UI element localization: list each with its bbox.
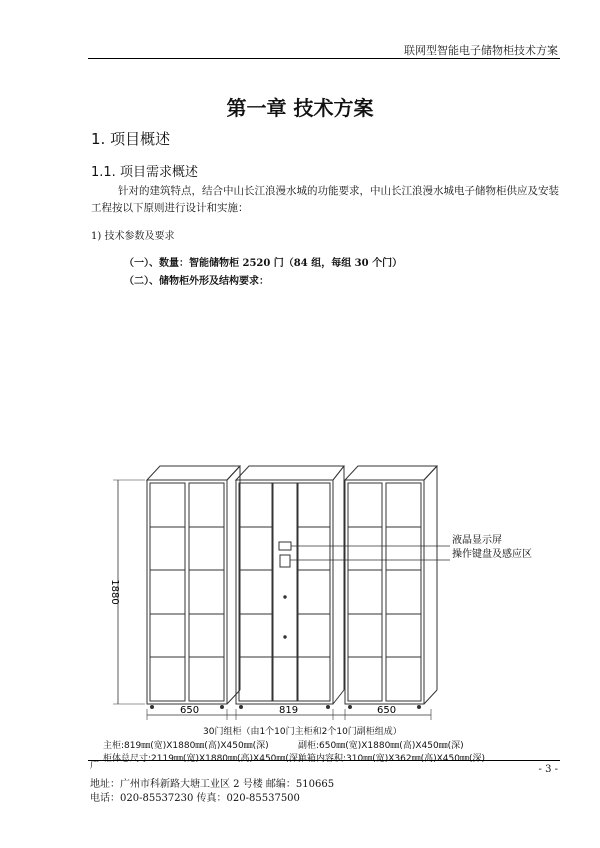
- right-cabinet: [345, 466, 437, 704]
- quantity-requirement: （一）、数量：智能储物柜 2520 门（84 组，每组 30 个门）: [124, 258, 403, 269]
- spec-total: 柜体总尺寸:2119㎜(宽)X1880㎜(高)X450㎜(深): [103, 754, 302, 764]
- page-number: - 3 -: [538, 764, 558, 775]
- footer-mark: 广: [90, 761, 100, 771]
- width-middle-label: 819: [279, 705, 299, 716]
- width-left-label: 650: [180, 705, 200, 716]
- intro-paragraph-line-1: 针对的建筑特点，结合中山长江浪漫水城的功能要求，中山长江浪漫水城电子储物柜供应及安装: [118, 185, 559, 197]
- footer-rule: [88, 760, 560, 761]
- spec-main: 主柜:819㎜(宽)X1880㎜(高)X450㎜(深): [103, 741, 269, 751]
- intro-paragraph-line-2: 工程按以下原则进行设计和实施：: [91, 202, 249, 214]
- width-right-label: 650: [377, 705, 397, 716]
- footer-address: 地址：广州市科新路大塘工业区 2 号楼 邮编：510665: [90, 779, 335, 790]
- lcd-screen: [279, 542, 291, 550]
- chapter-title: 第一章 技术方案: [226, 96, 374, 120]
- middle-cabinet: [236, 466, 344, 704]
- list-item-tech-params: 1) 技术参数及要求: [91, 231, 175, 242]
- keypad: [280, 555, 290, 567]
- subsection-heading: 1.1. 项目需求概述: [91, 165, 198, 180]
- height-label: 1880: [109, 579, 120, 605]
- callout-lcd: 液晶显示屏: [452, 535, 502, 546]
- spec-cell: 单箱内容积:310㎜(宽)X362㎜(高)X450㎜(深): [298, 754, 485, 764]
- shape-requirement: （二）、储物柜外形及结构要求：: [124, 276, 269, 287]
- section-heading: 1. 项目概述: [91, 130, 171, 148]
- callout-keypad: 操作键盘及感应区: [452, 549, 532, 560]
- footer-phone: 电话：020-85537230 传真：020-85537500: [90, 793, 300, 804]
- figure-caption: 30门组柜（由1个10门主柜和2个10门副柜组成）: [203, 727, 402, 737]
- left-cabinet: [147, 466, 240, 704]
- page-header: 联网型智能电子储物柜技术方案: [404, 44, 558, 57]
- spec-sub: 副柜:650㎜(宽)X1880㎜(高)X450㎜(深): [298, 741, 464, 751]
